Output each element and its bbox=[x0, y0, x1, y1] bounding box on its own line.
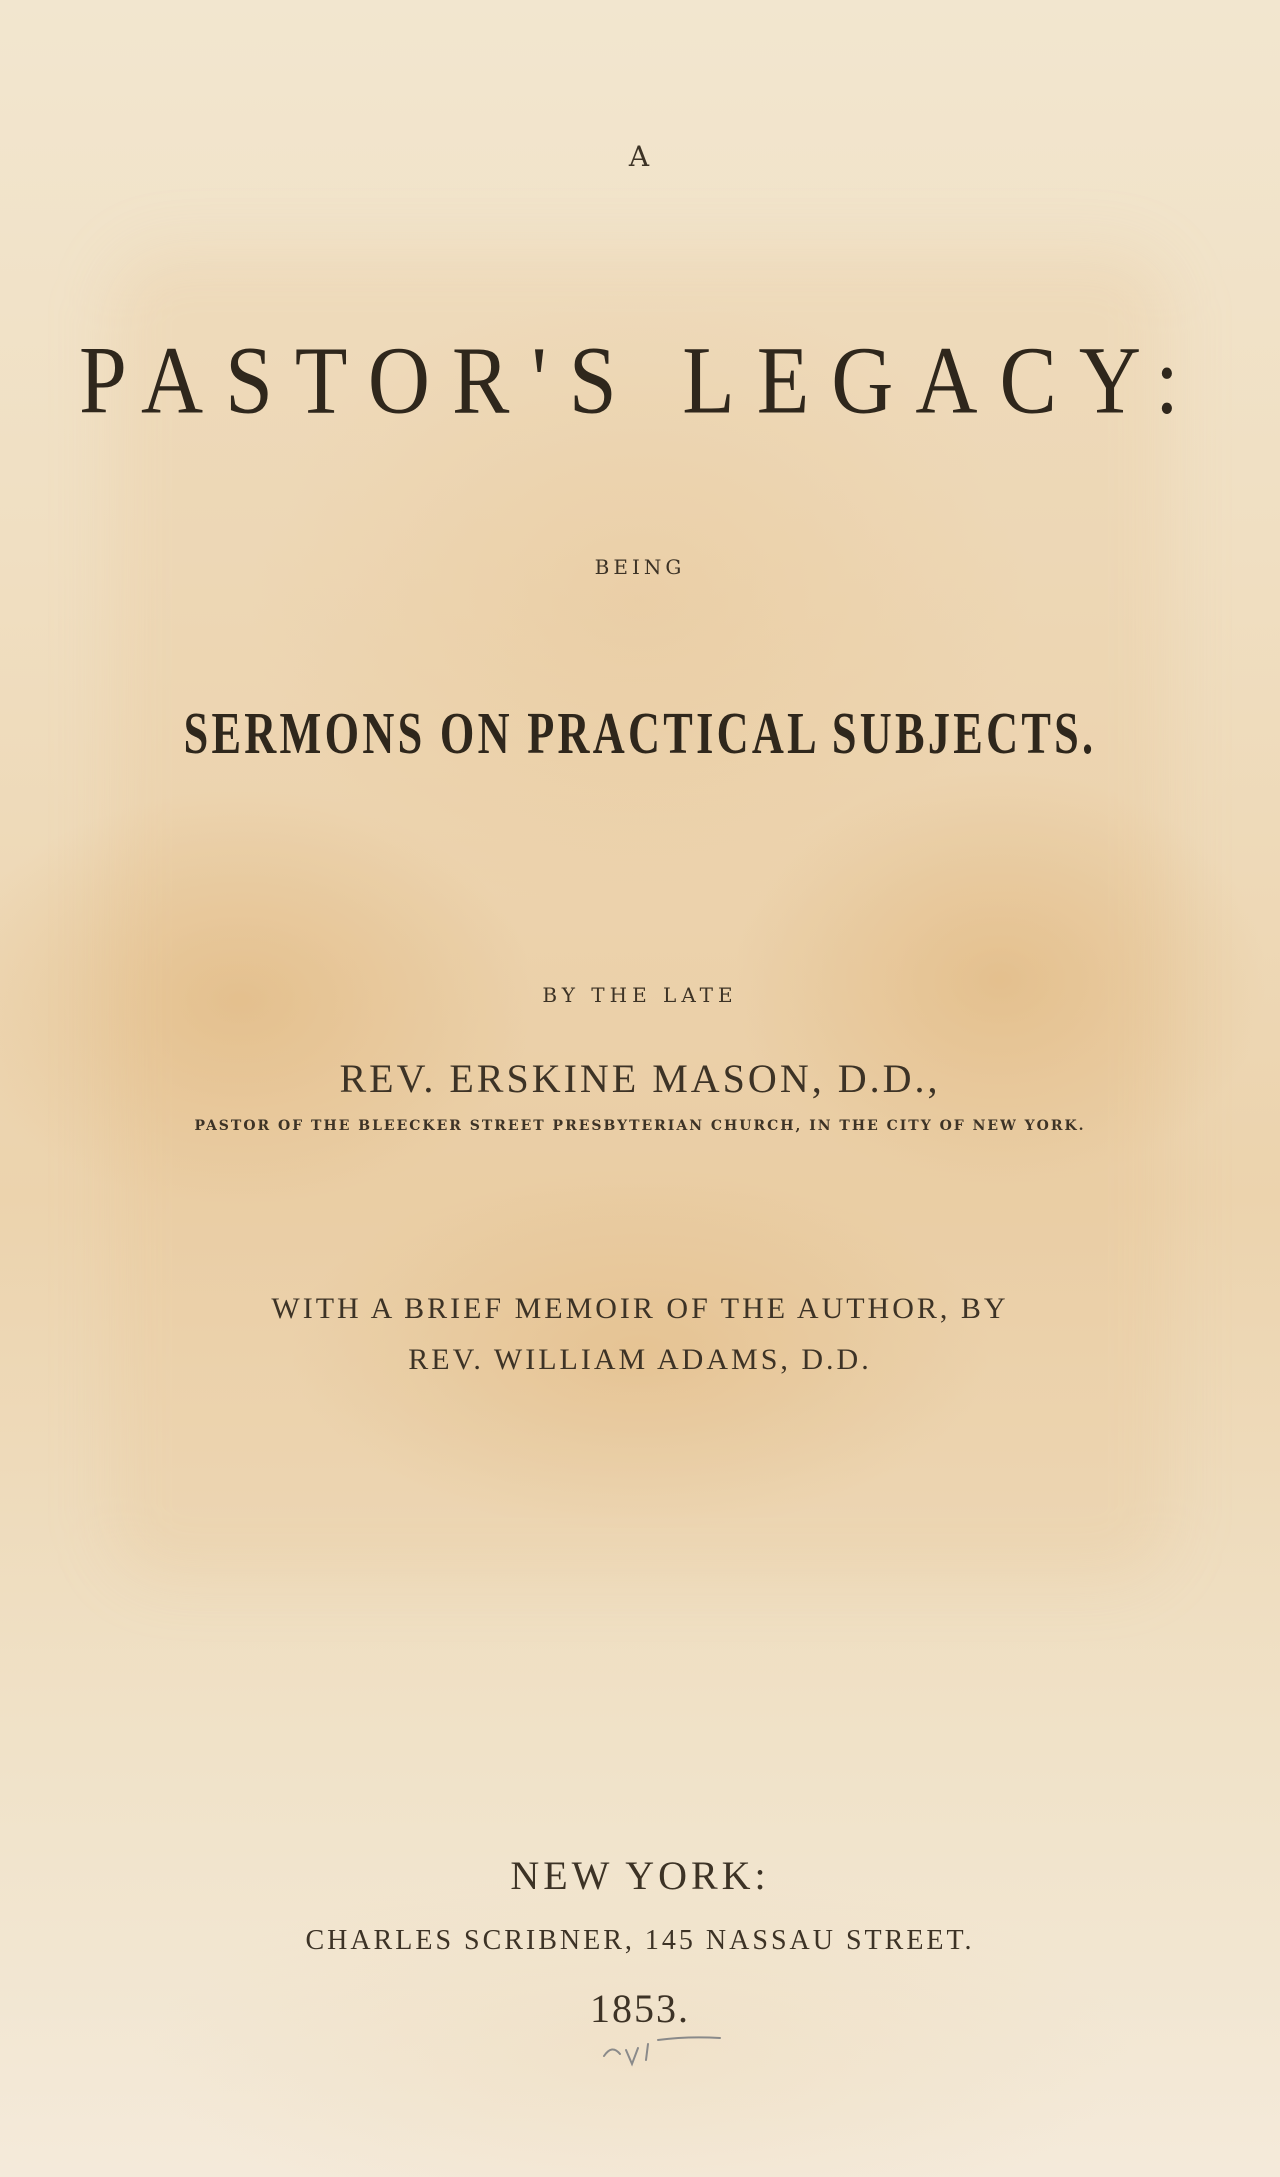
book-title: PASTOR'S LEGACY: bbox=[79, 326, 1201, 434]
author-role: PASTOR OF THE BLEECKER STREET PRESBYTERIAN CHURCH, IN THE CITY OF NEW YORK. bbox=[194, 1118, 1086, 1134]
author-name: REV. ERSKINE MASON, D.D., bbox=[339, 1056, 941, 1101]
pencil-mark-icon bbox=[598, 2030, 728, 2070]
being-line: BEING bbox=[594, 555, 686, 579]
memoir-line-2: REV. WILLIAM ADAMS, D.D. bbox=[408, 1343, 872, 1376]
title-article: A bbox=[628, 140, 652, 173]
imprint-city: NEW YORK: bbox=[510, 1853, 770, 1898]
imprint-publisher: CHARLES SCRIBNER, 145 NASSAU STREET. bbox=[305, 1925, 975, 1956]
by-the-late-line: BY THE LATE bbox=[542, 983, 738, 1007]
paper-stain bbox=[110, 250, 1170, 1580]
imprint-year: 1853. bbox=[590, 1986, 690, 2031]
book-subtitle: SERMONS ON PRACTICAL SUBJECTS. bbox=[183, 700, 1097, 766]
memoir-line-1: WITH A BRIEF MEMOIR OF THE AUTHOR, BY bbox=[271, 1292, 1009, 1325]
